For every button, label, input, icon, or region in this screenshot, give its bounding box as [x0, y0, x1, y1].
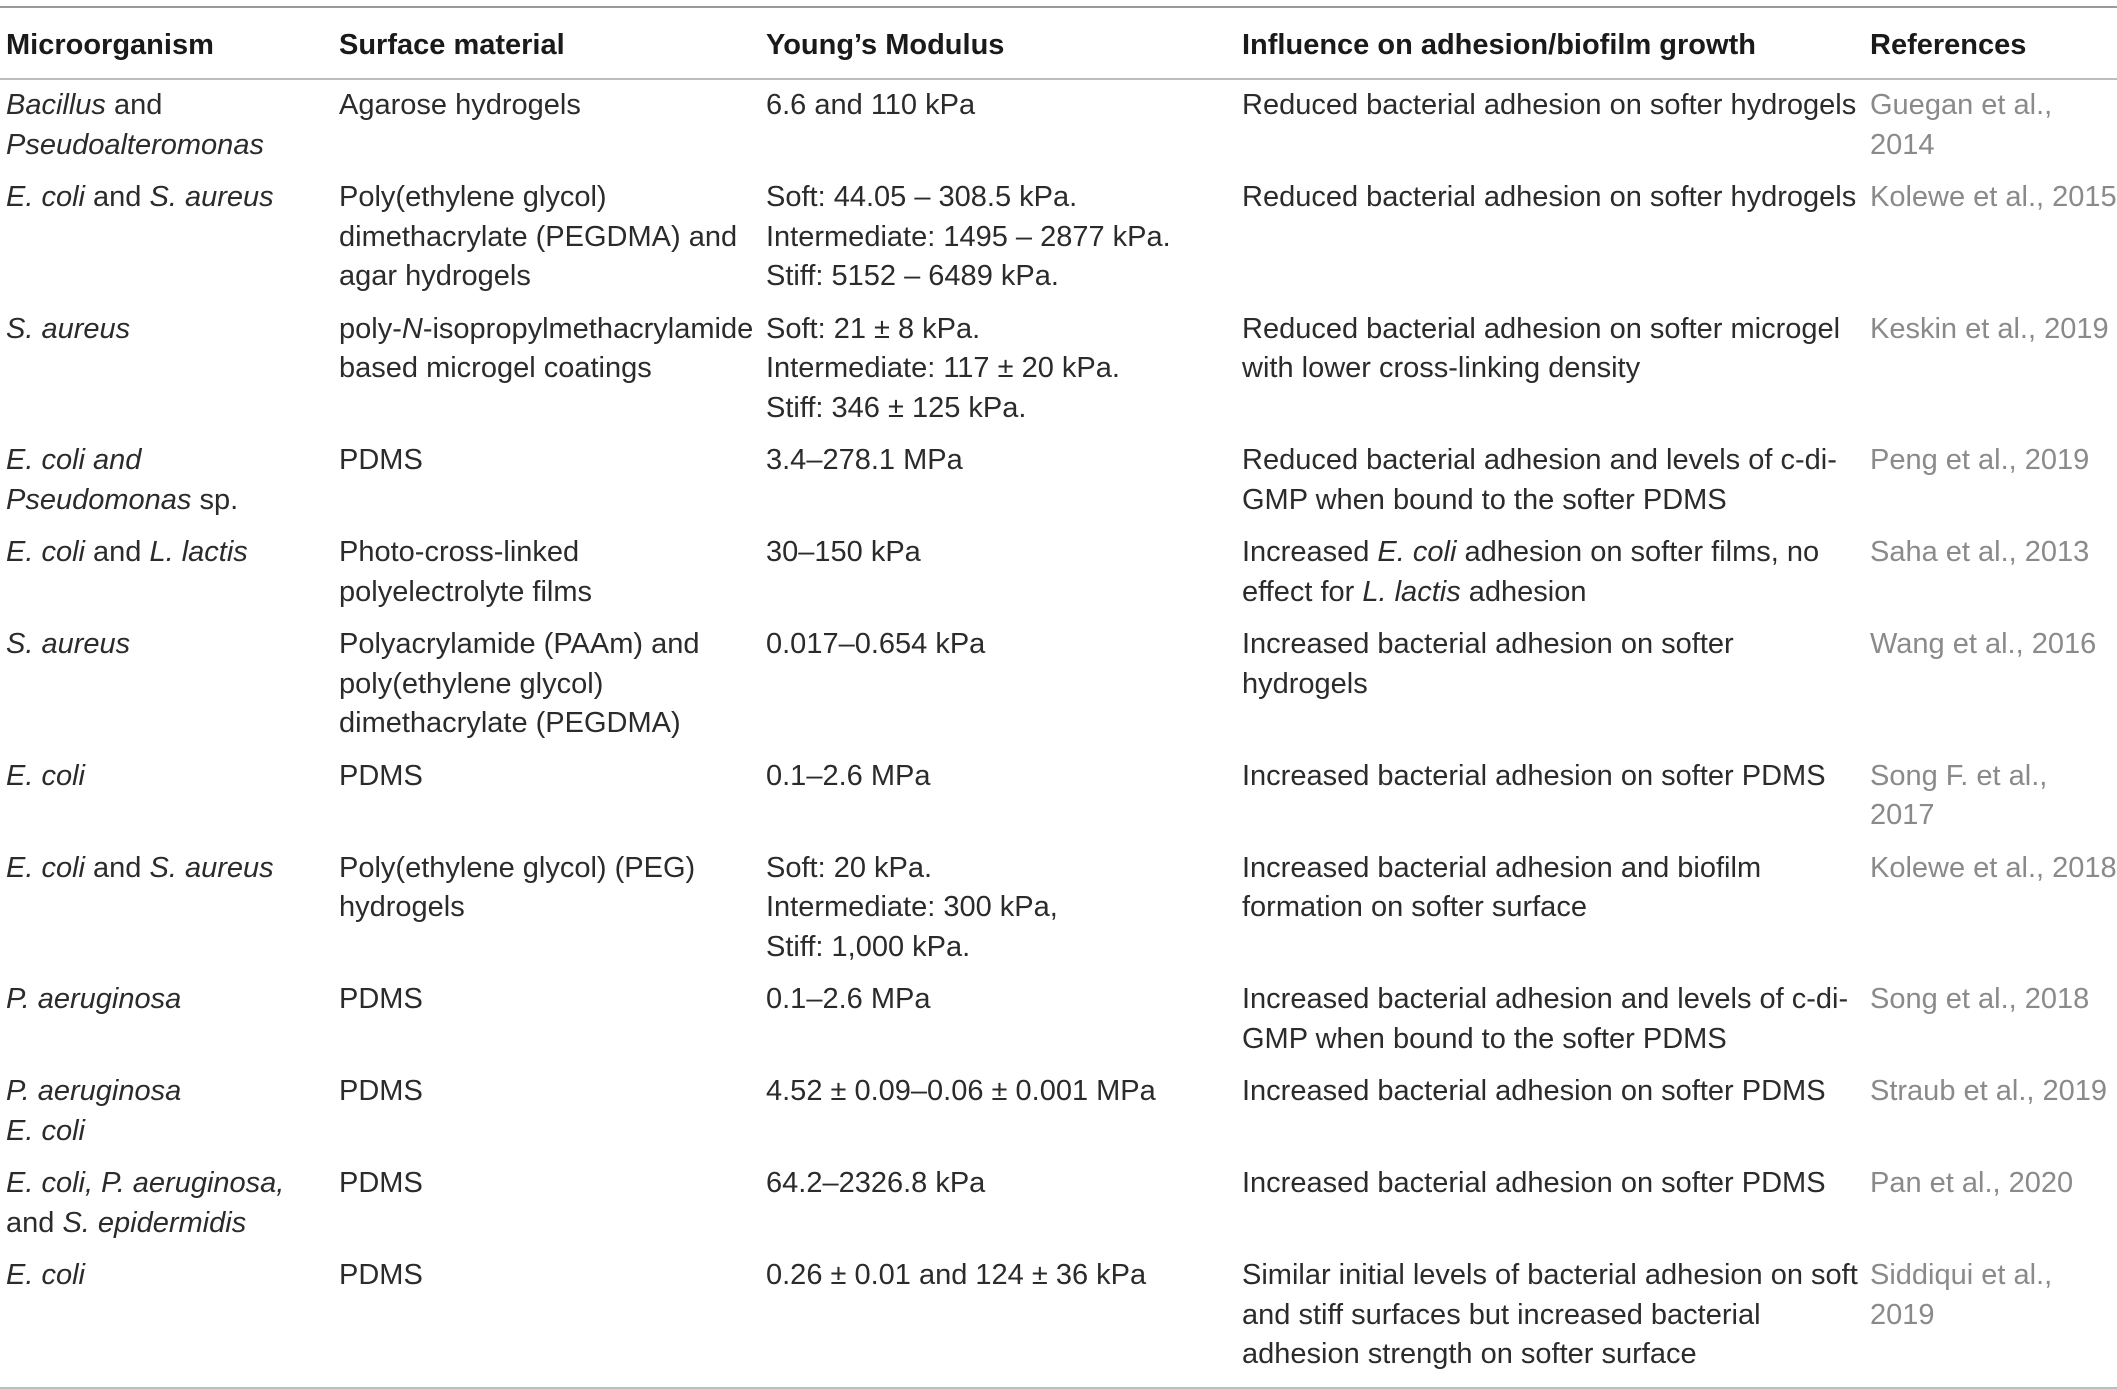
- cell-microorganism: [0, 304, 333, 436]
- modulus-line: Stiff: 346 ± 125 kPa.: [766, 391, 1027, 424]
- modulus-line: 0.1–2.6 MPa: [766, 759, 931, 792]
- organism-name: E. coli: [6, 181, 85, 213]
- influence-part: E. coli: [1377, 536, 1457, 568]
- table-row: [0, 1158, 2117, 1250]
- organism-connector: and: [84, 536, 150, 568]
- organism-name: S. aureus: [149, 181, 274, 213]
- modulus-line: 4.52 ± 0.09–0.06 ± 0.001 MPa: [766, 1075, 1156, 1107]
- header-youngs-modulus: Young’s Modulus: [766, 29, 1005, 61]
- cell-influence: Increased bacterial adhesion on softer PDMS: [1242, 1075, 1826, 1107]
- table-row: [0, 79, 2117, 172]
- modulus-line: 0.26 ± 0.01 and 124 ± 36 kPa: [766, 1259, 1147, 1291]
- reference-link[interactable]: Guegan et al., 2014: [1870, 89, 2053, 161]
- reference-link[interactable]: Peng et al., 2019: [1870, 444, 2090, 476]
- influence-part: adhesion: [1460, 575, 1587, 608]
- organism-name: E. coli and: [6, 444, 142, 476]
- modulus-line: 0.1–2.6 MPa: [766, 983, 931, 1015]
- cell-youngs-modulus: [760, 527, 1236, 619]
- cell-youngs-modulus: [760, 435, 1236, 527]
- adhesion-table: [0, 6, 2117, 1389]
- modulus-line: 3.4–278.1 MPa: [766, 444, 963, 476]
- organism-name: P. aeruginosa: [6, 983, 182, 1015]
- organism-name: E. coli, P. aeruginosa,: [6, 1167, 285, 1199]
- cell-influence: Reduced bacterial adhesion on softer hydrogels: [1242, 89, 1857, 121]
- cell-microorganism: [0, 79, 333, 172]
- cell-youngs-modulus: [760, 619, 1236, 751]
- influence-part: adhesion on softer films, no effect for: [1242, 536, 1820, 608]
- organism-name: P. aeruginosa: [6, 1075, 182, 1107]
- cell-microorganism: [0, 619, 333, 751]
- table-row: [0, 435, 2117, 527]
- table-row: [0, 1066, 2117, 1158]
- table-header-row: [0, 7, 2117, 79]
- modulus-line: 64.2–2326.8 kPa: [766, 1167, 986, 1199]
- cell-surface-material: PDMS: [339, 1167, 423, 1199]
- cell-microorganism: [0, 1250, 333, 1388]
- reference-link[interactable]: Saha et al., 2013: [1870, 536, 2090, 568]
- material-part: -isopropylmethacrylamide based microgel coatings: [339, 312, 754, 384]
- modulus-line: Intermediate: 117 ± 20 kPa.: [766, 352, 1120, 384]
- influence-part: L. lactis: [1362, 575, 1461, 608]
- modulus-line: Soft: 44.05 – 308.5 kPa.: [766, 181, 1078, 213]
- modulus-line: Stiff: 5152 – 6489 kPa.: [766, 260, 1059, 292]
- cell-microorganism: [0, 527, 333, 619]
- cell-influence: Increased bacterial adhesion and biofilm formation on softer surface: [1242, 851, 1762, 923]
- influence-part: Increased: [1242, 536, 1378, 568]
- modulus-line: Intermediate: 1495 – 2877 kPa.: [766, 220, 1171, 253]
- modulus-line: Intermediate: 300 kPa,: [766, 891, 1058, 923]
- cell-influence: Reduced bacterial adhesion on softer microgel with lower cross-linking density: [1242, 312, 1841, 384]
- reference-link[interactable]: Kolewe et al., 2018: [1870, 851, 2117, 884]
- organism-name: Bacillus: [6, 89, 106, 121]
- cell-surface-material: PDMS: [339, 983, 423, 1015]
- reference-link[interactable]: Straub et al., 2019: [1870, 1075, 2107, 1107]
- cell-influence: Similar initial levels of bacterial adhesion on soft and stiff surfaces but increased bacterial adhesion strength on softer surface: [1242, 1259, 1858, 1370]
- cell-microorganism: [0, 1158, 333, 1250]
- cell-youngs-modulus: [760, 974, 1236, 1066]
- organism-connector: and: [105, 89, 163, 121]
- cell-influence: Increased bacterial adhesion on softer PDMS: [1242, 759, 1826, 792]
- reference-link[interactable]: Pan et al., 2020: [1870, 1167, 2074, 1199]
- cell-influence: Increased bacterial adhesion on softer PDMS: [1242, 1167, 1826, 1199]
- table-row: [0, 1250, 2117, 1388]
- material-part: N: [401, 312, 423, 345]
- table-row: [0, 172, 2117, 304]
- header-references: References: [1870, 29, 2027, 61]
- header-surface-material: Surface material: [339, 29, 565, 61]
- cell-youngs-modulus: [760, 172, 1236, 304]
- material-part: poly-: [339, 312, 402, 345]
- cell-youngs-modulus: [760, 304, 1236, 436]
- organism-name: L. lactis: [149, 536, 248, 568]
- cell-influence: Increased bacterial adhesion on softer hydrogels: [1242, 628, 1734, 700]
- table-row: [0, 843, 2117, 975]
- organism-name: Pseudoalteromonas: [6, 128, 264, 161]
- organism-name: Pseudomonas: [6, 483, 192, 516]
- cell-surface-material: PDMS: [339, 1075, 423, 1107]
- reference-link[interactable]: Kolewe et al., 2015: [1870, 181, 2117, 213]
- organism-name: S. aureus: [149, 851, 274, 884]
- reference-link[interactable]: Song F. et al., 2017: [1870, 759, 2048, 831]
- table-row: [0, 974, 2117, 1066]
- modulus-line: 30–150 kPa: [766, 536, 921, 568]
- cell-surface-material: [333, 304, 760, 436]
- cell-surface-material: Polyacrylamide (PAAm) and poly(ethylene glycol) dimethacrylate (PEGDMA): [339, 628, 700, 739]
- table-row: [0, 304, 2117, 436]
- data-table-container: [0, 6, 2117, 1389]
- organism-connector: and: [6, 1206, 63, 1239]
- modulus-line: 0.017–0.654 kPa: [766, 628, 986, 660]
- organism-name: S. aureus: [6, 312, 131, 345]
- cell-youngs-modulus: [760, 1066, 1236, 1158]
- organism-name: S. aureus: [6, 628, 131, 660]
- cell-surface-material: PDMS: [339, 444, 423, 476]
- reference-link[interactable]: Wang et al., 2016: [1870, 628, 2097, 660]
- cell-surface-material: Photo-cross-linked polyelectrolyte films: [339, 536, 593, 608]
- organism-connector: and: [84, 181, 150, 213]
- cell-influence: Increased bacterial adhesion and levels of c-di-GMP when bound to the softer PDMS: [1242, 983, 1849, 1055]
- header-microorganism: Microorganism: [6, 29, 214, 61]
- organism-name: E. coli: [6, 1259, 85, 1291]
- header-influence: Influence on adhesion/biofilm growth: [1242, 29, 1756, 61]
- table-row: [0, 751, 2117, 843]
- cell-youngs-modulus: [760, 79, 1236, 172]
- cell-youngs-modulus: [760, 751, 1236, 843]
- cell-surface-material: PDMS: [339, 1259, 423, 1291]
- organism-connector: sp.: [191, 483, 239, 516]
- cell-surface-material: PDMS: [339, 759, 423, 792]
- cell-influence: Reduced bacterial adhesion on softer hydrogels: [1242, 181, 1857, 213]
- cell-microorganism: [0, 751, 333, 843]
- cell-influence: [1236, 527, 1864, 619]
- modulus-line: Soft: 20 kPa.: [766, 851, 933, 884]
- organism-name: E. coli: [6, 851, 85, 884]
- organism-connector: and: [84, 851, 150, 884]
- cell-microorganism: [0, 843, 333, 975]
- modulus-line: Stiff: 1,000 kPa.: [766, 930, 971, 963]
- cell-microorganism: [0, 172, 333, 304]
- reference-link[interactable]: Song et al., 2018: [1870, 983, 2090, 1015]
- organism-name: E. coli: [6, 759, 85, 792]
- cell-surface-material: Agarose hydrogels: [339, 89, 581, 121]
- modulus-line: 6.6 and 110 kPa: [766, 89, 976, 121]
- organism-name: E. coli: [6, 1114, 85, 1147]
- organism-name: S. epidermidis: [62, 1206, 247, 1239]
- cell-microorganism: [0, 435, 333, 527]
- cell-surface-material: Poly(ethylene glycol) dimethacrylate (PEGDMA) and agar hydrogels: [339, 181, 738, 292]
- table-row: [0, 619, 2117, 751]
- cell-youngs-modulus: [760, 1250, 1236, 1388]
- reference-link[interactable]: Keskin et al., 2019: [1870, 312, 2109, 345]
- cell-influence: Reduced bacterial adhesion and levels of c-di-GMP when bound to the softer PDMS: [1242, 444, 1837, 516]
- reference-link[interactable]: Siddiqui et al., 2019: [1870, 1259, 2053, 1331]
- modulus-line: Soft: 21 ± 8 kPa.: [766, 312, 981, 345]
- cell-youngs-modulus: [760, 1158, 1236, 1250]
- cell-surface-material: Poly(ethylene glycol) (PEG) hydrogels: [339, 851, 696, 923]
- cell-youngs-modulus: [760, 843, 1236, 975]
- cell-microorganism: [0, 1066, 333, 1158]
- table-row: [0, 527, 2117, 619]
- cell-microorganism: [0, 974, 333, 1066]
- organism-name: E. coli: [6, 536, 85, 568]
